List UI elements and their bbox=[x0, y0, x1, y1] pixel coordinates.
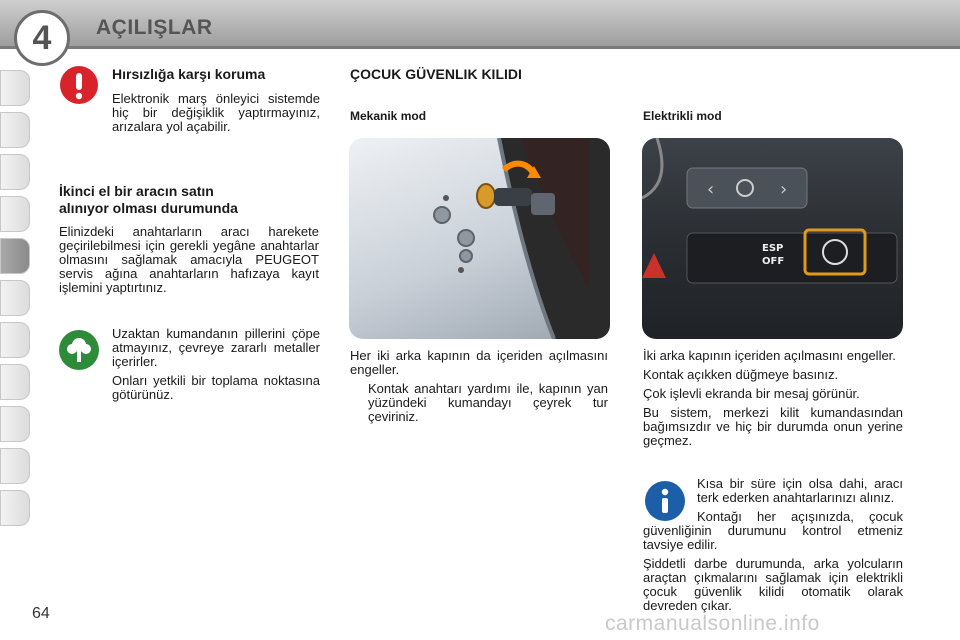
electric-p3: Çok işlevli ekranda bir mesaj görünür. bbox=[643, 386, 860, 401]
watermark: carmanualsonline.info bbox=[605, 612, 820, 635]
warning-text: Elektronik marş önleyici sistemde hiç bir değişiklik yaptırmayınız, arızalara yol açabilir. bbox=[112, 91, 320, 134]
svg-text:‹: ‹ bbox=[707, 179, 715, 200]
info-p3: Şiddetli darbe durumunda, arka yolcuların araçtan çıkmalarını sağlamak için elektrikli çocuk güvenlik kilidi otomatik olarak devreden çıkar. bbox=[643, 556, 903, 613]
info-text bbox=[643, 477, 903, 618]
chapter-tab[interactable] bbox=[0, 112, 30, 148]
chapter-tab[interactable] bbox=[0, 364, 30, 400]
chapter-tab[interactable] bbox=[0, 448, 30, 484]
page-number: 64 bbox=[32, 605, 50, 622]
info-p2: Kontağı her açışınızda, çocuk güvenliğinin durumunu kontrol etmeniz tavsiye edilir. bbox=[643, 509, 903, 552]
exclamation-icon bbox=[60, 66, 98, 104]
env-text-2: Onları yetkili bir toplama noktasına götürünüz. bbox=[112, 373, 320, 402]
mechanical-description: Her iki arka kapının da içeriden açılmasını engeller. bbox=[350, 348, 608, 377]
svg-text:›: › bbox=[780, 179, 788, 200]
electric-p2: Kontak açıkken düğmeye basınız. bbox=[643, 367, 839, 382]
chapter-title: AÇILIŞLAR bbox=[96, 16, 213, 39]
chapter-tab[interactable] bbox=[0, 70, 30, 106]
bullet-icon bbox=[350, 382, 368, 424]
chapter-tab[interactable] bbox=[0, 196, 30, 232]
esp-line1-label: ESP bbox=[762, 243, 784, 254]
esp-line2-label: OFF bbox=[762, 256, 785, 267]
mechanical-bullet-text: Kontak anahtarı yardımı ile, kapının yan yüzündeki kumandayı çeyrek tur çeviriniz. bbox=[368, 381, 608, 424]
mechanical-bullet bbox=[350, 382, 608, 424]
electric-mode-label: Elektrikli mod bbox=[643, 109, 722, 123]
chapter-tab[interactable] bbox=[0, 154, 30, 190]
electric-p1: İki arka kapının içeriden açılmasını engeller. bbox=[643, 348, 896, 363]
chapter-tab-active[interactable] bbox=[0, 238, 30, 274]
mechanical-mode-label: Mekanik mod bbox=[350, 109, 427, 123]
electric-text bbox=[643, 349, 903, 453]
dashboard-switch-photo bbox=[642, 138, 903, 339]
electric-p4: Bu sistem, merkezi kilit kumandasından bağımsızdır ve hiç bir durumda onun yerine geçmez. bbox=[643, 405, 903, 448]
used-car-title: İkinci el bir aracın satın alınıyor olması durumunda bbox=[59, 183, 238, 216]
chapter-tab[interactable] bbox=[0, 406, 30, 442]
used-car-text: Elinizdeki anahtarların aracı harekete geçirilebilmesi için gerekli yegâne anahtarlar olmasını sağlamak amacıyla PEUGEOT servis ağına anahtarların hafızaya kayıt işlemini yaptırtınız. bbox=[59, 224, 319, 295]
chapter-tab[interactable] bbox=[0, 280, 30, 316]
chapter-tab[interactable] bbox=[0, 322, 30, 358]
mechanical-text bbox=[350, 349, 608, 424]
tree-icon bbox=[59, 330, 99, 370]
chapter-number: 4 bbox=[14, 10, 70, 66]
env-text-1: Uzaktan kumandanın pillerini çöpe atmayınız, çevreye zararlı metaller içerirler. bbox=[112, 326, 320, 369]
chapter-tabs bbox=[0, 70, 32, 532]
warning-title: Hırsızlığa karşı koruma bbox=[112, 66, 266, 82]
chapter-tab[interactable] bbox=[0, 490, 30, 526]
section-title: ÇOCUK GÜVENLIK KILIDI bbox=[350, 66, 522, 82]
header-divider bbox=[0, 46, 960, 49]
env-text bbox=[112, 327, 320, 407]
info-p1: Kısa bir süre için olsa dahi, aracı terk ederken anahtarlarınızı alınız. bbox=[697, 476, 903, 505]
door-lock-photo bbox=[349, 138, 610, 339]
